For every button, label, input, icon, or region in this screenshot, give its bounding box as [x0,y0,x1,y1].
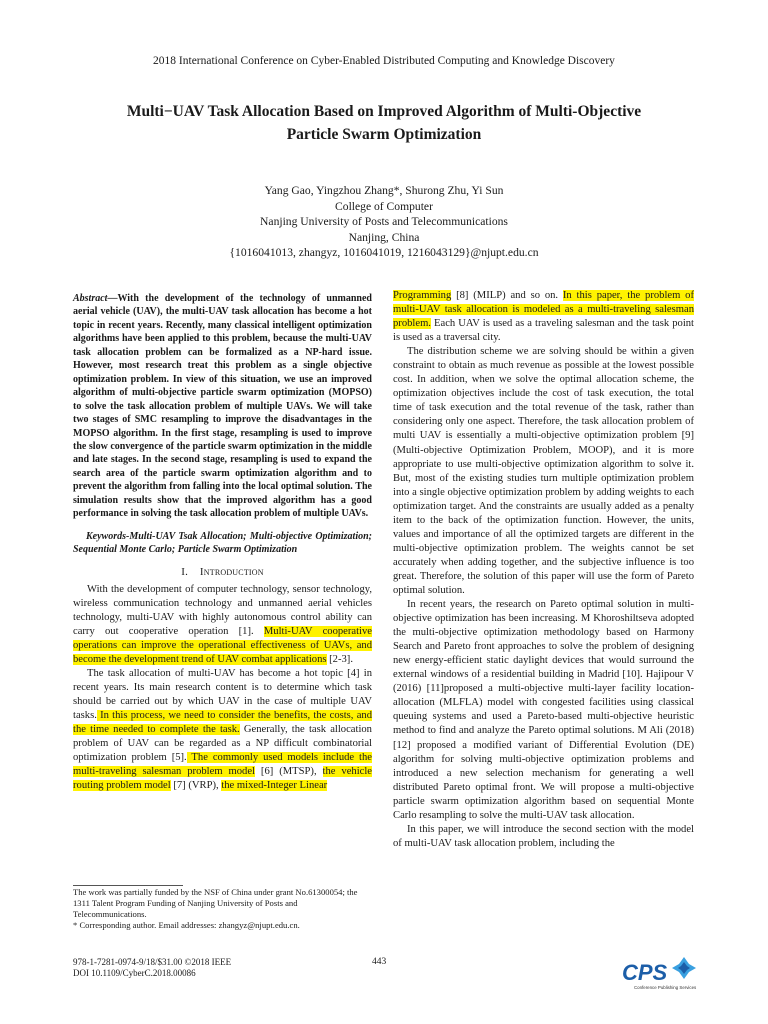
text-run: [7] (VRP), [170,780,222,792]
svg-text:Conference Publishing Services: Conference Publishing Services [634,985,697,990]
conference-header: 2018 International Conference on Cyber-Enabled Distributed Computing and Knowledge Discovery [153,55,615,67]
abstract-text: —With the development of the technology of unmanned aerial vehicle (UAV), the multi-UAV task allocation has become a hot topic in recent years. Recently, many classical intelligent optimization algorithms have been applied to this problem, because the multi-UAV task allocation problem can be formalized as a NP-hard issue. However, most research treat this problem as a single objective optimization problem. In view of this situation, we use an improved algorithm of multi-objective particle swarm optimization (MOPSO) to solve the task allocation problem of multiple UAVs. We will take two stages of SMC resampling to improve the disadvantages in the MOPSO algorithm. In the first stage, resampling is used to improve the slow convergence of the particle swarm optimization in the middle and late stages. In the second stage, resampling is used to expand the search area of the particle swarm optimization algorithm and to prevent the algorithm from falling into the local optimal solution. The simulation results show that the improved algorithm has a good performance in solving the task allocation problem of multiple UAVs. [73,293,372,520]
intro-paragraph-2 [73,667,372,793]
highlighted-text: In this paper, the problem of multi-UAV task allocation is modeled as a multi-traveling salesman problem. [393,290,694,330]
author-univ: Nanjing University of Posts and Telecommunications [260,215,508,229]
text-run: Generally, the task allocation problem of UAV can be regarded as a NP difficult combinatorial optimization problem [5]. [73,724,372,764]
doi-line: DOI 10.1109/CyberC.2018.00086 [73,968,196,978]
footnote-rule [73,885,183,886]
footnote [73,887,373,931]
text-run: With the development of computer technology, sensor technology, wireless communication technology and unmanned aerial vehicles technology, multi-UAV with highly autonomous control ability can carry out cooperative operation [1]. [73,583,372,637]
section-title: Introduction [199,565,264,578]
highlighted-text: the mixed-Integer Linear [221,780,328,792]
highlighted-text: Programming [393,290,452,301]
abstract-label: Abstract [73,293,108,304]
highlighted-text: In this process, we need to consider the benefits, the costs, and the time needed to complete the task. [73,710,372,736]
right-paragraph-3: In this paper, we will introduce the second section with the model of multi-UAV task allocation problem, including the [393,823,694,849]
author-dept: College of Computer [335,199,433,213]
title-line-2: Particle Swarm Optimization [286,126,482,143]
author-city: Nanjing, China [348,230,420,244]
text-run: Each UAV is used as a traveling salesman and the task point is used as a traversal city. [393,318,694,344]
text-run: The task allocation of multi-UAV has become a hot topic [4] in recent years. Its main research content is to determine which task should be carried out by which UAV in the case of multiple UAV tasks. [73,668,372,722]
author-names: Yang Gao, Yingzhou Zhang*, Shurong Zhu, Yi Sun [264,184,504,197]
highlighted-text: The commonly used models include the multi-traveling salesman problem model [73,752,372,778]
author-emails: {1016041013, zhangyz, 1016041019, 1216043129}@njupt.edu.cn [229,246,539,260]
section-heading-introduction [73,565,372,579]
text-run: [8] (MILP) and so on. [451,290,563,301]
svg-text:CPS: CPS [622,960,668,985]
footnote-corresponding: * Corresponding author. Email addresses: zhangyz@njupt.edu.cn. [73,920,300,930]
text-run: [6] (MTSP), [254,766,323,778]
right-paragraph-1: The distribution scheme we are solving should be within a given constraint to obtain as much revenue as possible at the lowest possible cost. In addition, when we solve the optimal allocation scheme, the optimization objectives include the cost of task execution, the total time of task execution and the total revenue of the task, rather than considering only one aspect. Therefore, the task allocation problem of multi UAV is essentially a multi-objective optimization problem [9] (Multi-objective Optimization Problem, MOOP), and it is more appropriate to use multi-objective optimization algorithm to solve it. But, most of the existing studies turn multiple optimization problem into a single objective optimization problem by adding weights to each optimization target. And the constraints are usually added as a penalty item to the back of the optimization function. However, the units, values and importance of all the optimized targets are different in the multi-objective optimization problem. The weights cannot be set accurately when adding together, and the subjective influence is too great. Therefore, the solution of this paper will use the form of Pareto optimal solution. [393,346,694,596]
abstract [73,292,372,521]
paper-title [60,100,708,146]
author-block [0,183,768,261]
right-paragraph-0 [393,289,694,345]
left-column [73,292,372,793]
title-line-1: Multi−UAV Task Allocation Based on Improved Algorithm of Multi-Objective [126,103,642,120]
keywords: Keywords-Multi-UAV Tsak Allocation; Multi-objective Optimization; Sequential Monte Carlo; Particle Swarm Optimization [73,530,372,556]
highlighted-text: the vehicle routing problem model [73,766,372,792]
highlighted-text: Multi-UAV cooperative operations can improve the operational effectiveness of UAVs, and become the development trend of UAV combat applications [73,625,373,665]
cps-logo-icon [618,950,698,994]
isbn-line: 978-1-7281-0974-9/18/$31.00 ©2018 IEEE [73,957,232,967]
intro-paragraph-1 [73,583,372,667]
section-number: I. [181,565,189,578]
bottom-publication-info [73,957,231,979]
page-number: 443 [372,957,387,967]
footnote-funding: The work was partially funded by the NSF of China under grant No.61300054; the 1311 Talent Program Funding of Nanjing University of Posts and Telecommunications. [73,887,358,919]
right-paragraph-2: In recent years, the research on Pareto optimal solution in multi-objective optimization has been increasing. M Khoroshiltseva adopted the multi-objective optimization methodology based on Harmony Search and Pareto front approaches to solve the problem of designing new energy-efficient static daylight devices that would surround the external windows of a residential building in Madrid [10]. Hajipour V (2016) [11]proposed a multi-objective multi-layer facility location-allocation (MLFLA) model with congested facilities using classical queuing systems and used a Pareto-based multi-objective heuristic method to find and analyze the Pareto optimal solutions. M Ali (2018) [12] proposed a modified variant of Differential Evolution (DE) algorithm for solving multi-objective optimization problems and introduced a new selection mechanism for generating a well distributed Pareto optimal front. We will propose a multi-objective particle swarm optimization algorithm based on sequential Monte Carlo resampling to solve the multi-UAV task allocation. [393,599,694,821]
text-run: [2-3]. [326,653,353,665]
cps-logo [618,950,698,994]
right-column [393,289,694,851]
